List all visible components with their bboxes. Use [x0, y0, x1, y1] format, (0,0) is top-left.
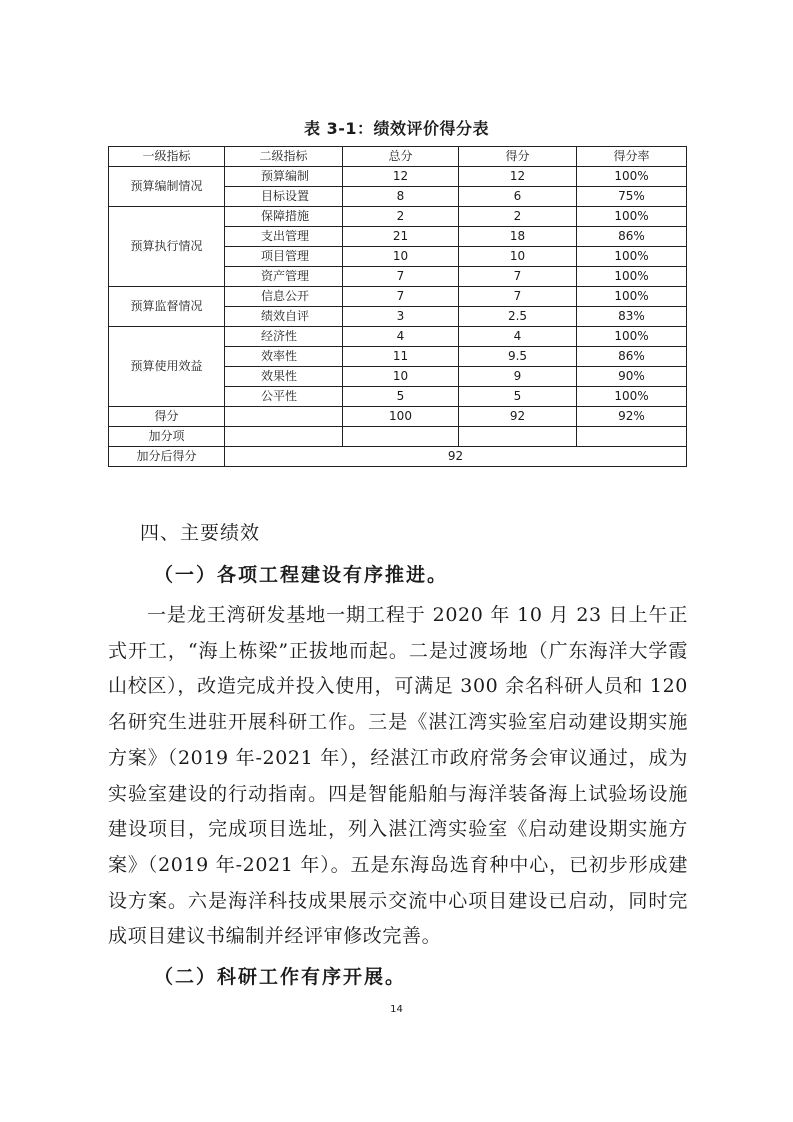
total-cell: 12	[343, 167, 459, 187]
level2-cell: 信息公开	[225, 287, 343, 307]
rate-cell: 86%	[577, 347, 687, 367]
rate-cell: 83%	[577, 307, 687, 327]
summary-score: 92	[459, 407, 577, 427]
body-paragraph: 一是龙王湾研发基地一期工程于 2020 年 10 月 23 日上午正式开工，“海上栋梁”正拔地而起。二是过渡场地（广东海洋大学霞山校区），改造完成并投入使用，可满足 300 余名科研人员和 120 名研究生进驻开展科研工作。三是《湛江湾实验室启动建设期实施方案》（2019 年-2021 年），经湛江市政府常务会审议通过，成为实验室建设的行动指南。四是智能船舶与海洋装备海上试验场设施建设项目，完成项目选址，列入湛江湾实验室《启动建设期实施方案》（2019 年-2021 年）。五是东海岛选育种中心，已初步形成建设方案。六是海洋科技成果展示交流中心项目建设已启动，同时完成项目建议书编制并经评审修改完善。	[108, 604, 688, 948]
final-label: 加分后得分	[109, 447, 225, 467]
final-score-row	[109, 447, 687, 467]
header-level1: 一级指标	[109, 147, 225, 167]
total-cell: 3	[343, 307, 459, 327]
rate-cell: 100%	[577, 387, 687, 407]
level2-cell: 项目管理	[225, 247, 343, 267]
table-row	[109, 167, 687, 187]
level2-cell: 资产管理	[225, 267, 343, 287]
score-cell: 12	[459, 167, 577, 187]
rate-cell: 100%	[577, 327, 687, 347]
level2-cell: 公平性	[225, 387, 343, 407]
score-cell: 7	[459, 267, 577, 287]
score-summary-row	[109, 407, 687, 427]
score-cell: 6	[459, 187, 577, 207]
header-score: 得分	[459, 147, 577, 167]
empty-cell	[343, 427, 459, 447]
section-heading: 四、主要绩效	[140, 522, 261, 544]
score-label: 得分	[109, 407, 225, 427]
table-header-row	[109, 147, 687, 167]
summary-total: 100	[343, 407, 459, 427]
score-cell: 18	[459, 227, 577, 247]
summary-rate: 92%	[577, 407, 687, 427]
rate-cell: 100%	[577, 207, 687, 227]
header-total: 总分	[343, 147, 459, 167]
table-row	[109, 287, 687, 307]
level2-cell: 预算编制	[225, 167, 343, 187]
level2-cell: 经济性	[225, 327, 343, 347]
score-table	[108, 146, 687, 467]
level2-cell: 保障措施	[225, 207, 343, 227]
total-cell: 7	[343, 287, 459, 307]
score-cell: 5	[459, 387, 577, 407]
level2-cell: 目标设置	[225, 187, 343, 207]
score-cell: 7	[459, 287, 577, 307]
empty-cell	[225, 407, 343, 427]
header-level2: 二级指标	[225, 147, 343, 167]
table-row	[109, 207, 687, 227]
table-row	[109, 327, 687, 347]
score-cell: 9	[459, 367, 577, 387]
final-value: 92	[225, 447, 687, 467]
bonus-label: 加分项	[109, 427, 225, 447]
score-cell: 2	[459, 207, 577, 227]
bonus-row	[109, 427, 687, 447]
table-title: 表 3-1：绩效评价得分表	[304, 119, 489, 138]
level1-cell: 预算编制情况	[109, 167, 225, 207]
rate-cell: 90%	[577, 367, 687, 387]
total-cell: 5	[343, 387, 459, 407]
rate-cell: 75%	[577, 187, 687, 207]
total-cell: 11	[343, 347, 459, 367]
total-cell: 8	[343, 187, 459, 207]
total-cell: 10	[343, 247, 459, 267]
level1-cell: 预算监督情况	[109, 287, 225, 327]
rate-cell: 100%	[577, 267, 687, 287]
level1-cell: 预算使用效益	[109, 327, 225, 407]
level2-cell: 支出管理	[225, 227, 343, 247]
level1-cell: 预算执行情况	[109, 207, 225, 287]
total-cell: 21	[343, 227, 459, 247]
total-cell: 7	[343, 267, 459, 287]
rate-cell: 100%	[577, 287, 687, 307]
rate-cell: 100%	[577, 247, 687, 267]
total-cell: 2	[343, 207, 459, 227]
total-cell: 4	[343, 327, 459, 347]
page-number: 14	[390, 1004, 403, 1015]
empty-cell	[577, 427, 687, 447]
score-cell: 10	[459, 247, 577, 267]
level2-cell: 绩效自评	[225, 307, 343, 327]
score-cell: 9.5	[459, 347, 577, 367]
rate-cell: 86%	[577, 227, 687, 247]
subsection-heading-2: （二）科研工作有序开展。	[154, 966, 407, 988]
level2-cell: 效果性	[225, 367, 343, 387]
subsection-heading-1: （一）各项工程建设有序推进。	[154, 564, 449, 586]
header-rate: 得分率	[577, 147, 687, 167]
empty-cell	[225, 427, 343, 447]
empty-cell	[459, 427, 577, 447]
score-cell: 4	[459, 327, 577, 347]
level2-cell: 效率性	[225, 347, 343, 367]
total-cell: 10	[343, 367, 459, 387]
score-cell: 2.5	[459, 307, 577, 327]
rate-cell: 100%	[577, 167, 687, 187]
